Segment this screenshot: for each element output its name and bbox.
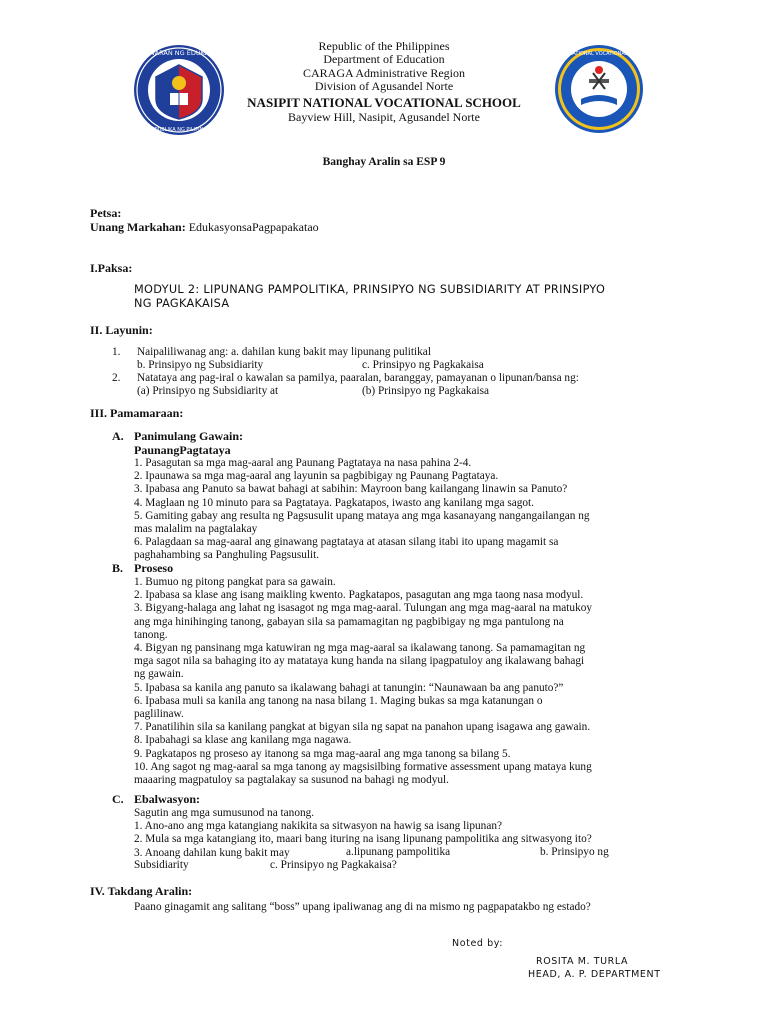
petsa-label: Petsa:	[90, 206, 122, 220]
takdang-text: Paano ginagamit ang salitang “boss” upang ipaliwanag ang di na mismo ng pagpapatakbo ng estado?	[134, 901, 591, 913]
school-address: Bayview Hill, Nasipit, Agusandel Norte	[288, 109, 480, 124]
section-a-title: Panimulang Gawain:	[134, 429, 244, 443]
noted-by-label: Noted by:	[452, 938, 504, 949]
section-c-line: 1. Ano-ano ang mga katangiang nakikita sa sitwasyon na hawig sa isang lipunan?	[134, 820, 503, 833]
section-b-line: 1. Bumuo ng pitong pangkat para sa gawain.	[134, 576, 336, 588]
section-a-line: 2. Ipaunawa sa mga mag-aaral ang layunin sa pagbibigay ng Paunang Pagtataya.	[134, 470, 499, 483]
header-line-republic: Republic of the Philippines	[318, 39, 450, 53]
section-a-letter: A.	[112, 429, 124, 443]
takdang-label: IV. Takdang Aralin:	[90, 884, 193, 898]
section-c-item-4b: c. Prinsipyo ng Pagkakaisa?	[270, 859, 397, 871]
school-name: NASIPIT NATIONAL VOCATIONAL SCHOOL	[247, 94, 521, 110]
section-a-line: 4. Maglaan ng 10 minuto para sa Pagtataya. Pagkatapos, iwasto ang kanilang mga sagot.	[134, 496, 535, 509]
section-c-line: 2. Mula sa mga katangiang ito, maari bang ituring na isang lipunang pampolitika ang sitwasyong ito?	[134, 833, 592, 846]
section-b-line: 4. Bigyan ng pansinang mga katuwiran ng mga mag-aaral sa ikalawang tanong. Sa pamamagitan ng	[134, 642, 586, 654]
layunin-item-2b: (b) Prinsipyo ng Pagkakaisa	[362, 385, 490, 397]
signatory-name: ROSITA M. TURLA	[536, 956, 629, 967]
section-a-line: mas malalim na pagtalakay	[134, 523, 258, 535]
section-b-line: tanong.	[134, 628, 168, 641]
section-b-line: 10. Ang sagot ng mag-aaral sa mga tanong ay magsisilbing formative assessment upang mataya kung	[134, 760, 592, 773]
section-b-line: paglilinaw.	[134, 708, 184, 720]
section-b-line: 6. Ipabasa muli sa kanila ang tanong na nasa bilang 1. Maging bukas sa mga katanungan o	[134, 694, 543, 707]
section-a-line: 6. Palagdaan sa mag-aaral ang ginawang pagtataya at atasan silang itabi ito upang magamit sa	[134, 536, 559, 549]
paksa-line-1: MODYUL 2: LIPUNANG PAMPOLITIKA, PRINSIPYO NG SUBSIDIARITY AT PRINSIPYO	[134, 283, 606, 296]
section-b-line: 5. Ipabasa sa kanila ang panuto sa ikalawang bahagi at tanungin: “Naunawaan ba ang panuto?”	[134, 681, 564, 694]
section-a-line: 5. Gamiting gabay ang resulta ng Pagsusulit upang mataya ang mga kasanayang nangangailangan ng	[134, 509, 590, 522]
section-b-line: ang mga hinihinging tanong, gabayan sila sa pamamagitan ng pagbibigay ng mga pantulong na	[134, 615, 564, 628]
section-c-item-3a: a.lipunang pampolitika	[346, 846, 451, 858]
section-c-item-4a: Subsidiarity	[134, 859, 189, 871]
section-c-letter: C.	[112, 792, 124, 806]
school-seal-lettering: NASIPIT NATIONAL VOCATIONAL SCHOOL	[547, 51, 651, 57]
layunin-item-1c: c. Prinsipyo ng Pagkakaisa	[362, 359, 484, 371]
header-line-region: CARAGA Administrative Region	[303, 65, 465, 80]
paksa-line-2: NG PAGKAKAISA	[134, 297, 230, 310]
section-c-line: Sagutin ang mga sumusunod na tanong.	[134, 807, 315, 819]
section-b-line: 7. Panatilihin sila sa kanilang pangkat at bigyan sila ng sapat na panahon upang isagawa ang gawain.	[134, 721, 591, 734]
section-b-line: mga sagot nila sa bahaging ito ay matataya kung handa na silang ipagpatuloy ang ikalawang bahagi	[134, 655, 585, 668]
section-b-line: maaaring magpatuloy sa pagtalakay sa susunod na bahagi ng modyul.	[134, 774, 449, 786]
markahan-label: Unang Markahan:	[90, 220, 186, 234]
deped-seal-lettering: KAGAWARAN NG EDUKASYON	[131, 49, 227, 57]
markahan-value: EdukasyonsaPagpapakatao	[185, 220, 319, 234]
section-b-letter: B.	[112, 561, 124, 575]
layunin-label: II. Layunin:	[90, 323, 153, 337]
section-c-item-3b: b. Prinsipyo ng	[540, 846, 609, 858]
section-a-line: paghahambing sa Panghuling Pagsusulit.	[134, 549, 320, 562]
document-header	[0, 40, 768, 124]
section-c-title: Ebalwasyon:	[134, 792, 201, 806]
section-b-line: 2. Ipabasa sa klase ang isang maikling kwento. Pagkatapos, pasagutan ang mga taong nasa modyul.	[134, 589, 584, 602]
layunin-number-2: 2.	[112, 372, 121, 384]
layunin-number-1: 1.	[112, 346, 121, 358]
paksa-label: I.Paksa:	[90, 261, 133, 275]
layunin-item-1: Naipaliliwanag ang: a. dahilan kung bakit may lipunang pulitikal	[137, 346, 431, 358]
section-a-line: 1. Pasagutan sa mga mag-aaral ang Paunang Pagtataya na nasa pahina 2-4.	[134, 457, 472, 469]
section-b-line: 9. Pagkatapos ng proseso ay itanong sa mga mag-aaral ang mga tanong sa bilang 5.	[134, 747, 511, 760]
section-c-line: 3. Anoang dahilan kung bakit may	[134, 846, 290, 859]
pamamaraan-label: III. Pamamaraan:	[90, 406, 184, 420]
section-a-subtitle: PaunangPagtataya	[134, 443, 231, 457]
section-b-line: 3. Bigyang-halaga ang lahat ng isasagot ng mga mag-aaral. Tulungan ang mga mag-aaral na matukoy	[134, 602, 593, 615]
header-line-department: Department of Education	[323, 52, 445, 67]
section-b-line: ng gawain.	[134, 668, 184, 681]
section-a-line: 3. Ipabasa ang Panuto sa bawat bahagi at sabihin: Mayroon bang kailangang linawin sa Panuto?	[134, 483, 568, 496]
layunin-item-2: Natataya ang pag-iral o kawalan sa pamilya, paaralan, baranggay, pamayanan o lipunan/bansa ng:	[137, 372, 579, 384]
section-b-title: Proseso	[134, 561, 174, 575]
layunin-item-1b: b. Prinsipyo ng Subsidiarity	[137, 359, 264, 371]
document-title: Banghay Aralin sa ESP 9	[322, 156, 446, 168]
signatory-title: HEAD, A. P. DEPARTMENT	[528, 969, 661, 980]
layunin-item-2a: (a) Prinsipyo ng Subsidiarity at	[137, 385, 279, 397]
markahan-row	[90, 221, 319, 234]
deped-seal-sublettering: REPUBLIKA NG PILIPINAS	[148, 127, 210, 133]
header-line-division: Division of Agusandel Norte	[314, 79, 454, 94]
section-b-line: 8. Ipabahagi sa klase ang kanilang mga nagawa.	[134, 734, 352, 747]
